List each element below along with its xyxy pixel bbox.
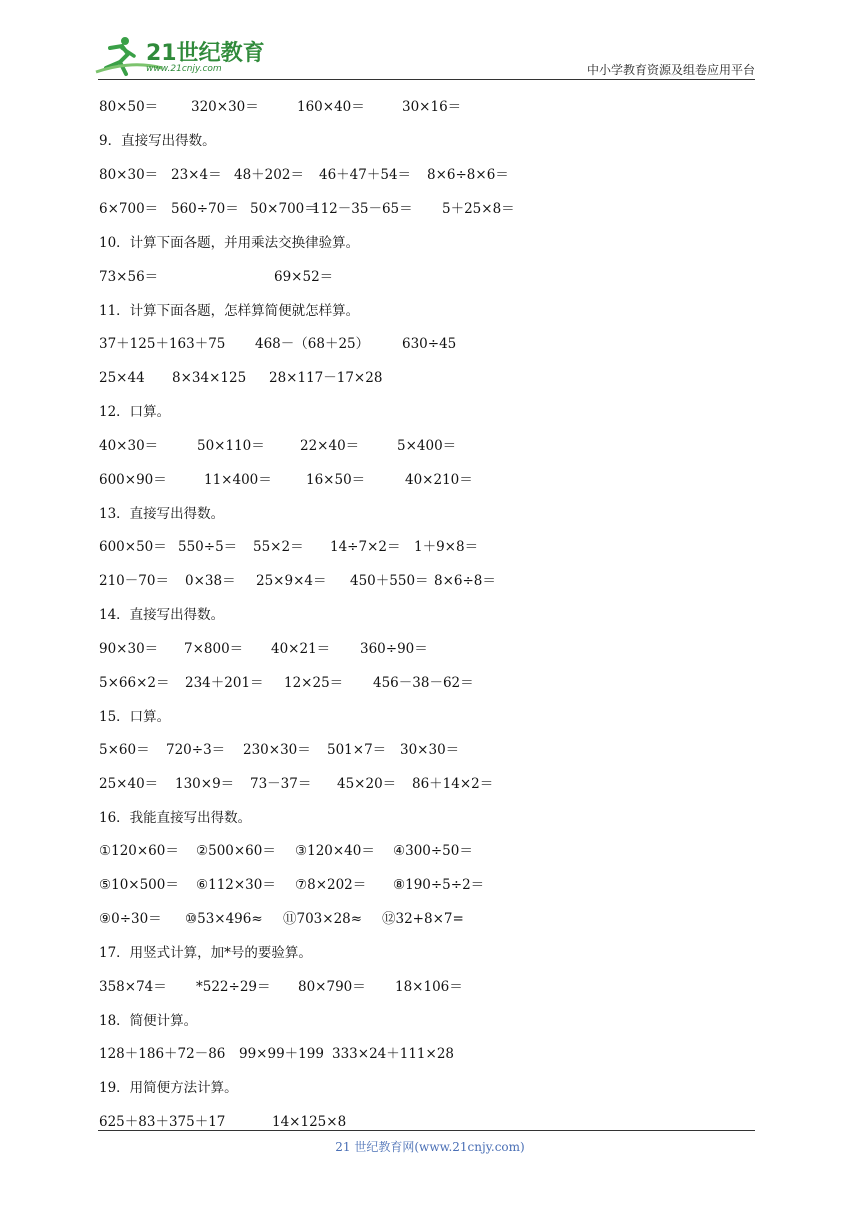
expression-item: 90×30＝	[99, 641, 159, 657]
expression-item: 468－（68＋25）	[255, 336, 370, 352]
expression-item: 46＋47＋54＝	[319, 167, 412, 183]
expression-item: 600×90＝	[99, 472, 167, 488]
expression-item: ⑪703×28≈	[283, 911, 363, 927]
expression-item: 128＋186＋72－86	[99, 1046, 226, 1062]
expression-item: 55×2＝	[253, 539, 304, 555]
expression-item: *522÷29＝	[196, 979, 271, 995]
logo-title: 21世纪教育	[146, 41, 265, 66]
expression-item: 48＋202＝	[234, 167, 304, 183]
expression-item: 86＋14×2＝	[412, 776, 494, 792]
logo-subtitle: www.21cnjy.com	[146, 64, 222, 74]
question-title-text: 17．用竖式计算，加*号的要验算。	[99, 945, 312, 961]
expression-item: 5×400＝	[397, 438, 457, 454]
expression-item: ⑨0÷30＝	[99, 911, 162, 927]
page-header	[0, 0, 860, 80]
expression-item: 210－70＝	[99, 573, 169, 589]
expression-item: 360÷90＝	[360, 641, 428, 657]
expression-item: ③120×40＝	[295, 843, 375, 859]
expression-item: 12×25＝	[284, 675, 344, 691]
question-title-text: 18．简便计算。	[99, 1013, 198, 1029]
expression-item: 28×117－17×28	[269, 370, 383, 386]
expression-item: ②500×60＝	[196, 843, 276, 859]
expression-item: 30×16＝	[402, 99, 462, 115]
expression-item: 0×38＝	[185, 573, 236, 589]
expression-item: 99×99＋199	[239, 1046, 324, 1062]
expression-item: 23×4＝	[171, 167, 222, 183]
expression-item: 6×700＝	[99, 201, 159, 217]
expression-item: 25×9×4＝	[256, 573, 327, 589]
expression-item: 160×40＝	[297, 99, 365, 115]
expression-item: ⑩53×496≈	[185, 911, 263, 927]
question-title-text: 9．直接写出得数。	[99, 133, 216, 149]
expression-item: 40×210＝	[405, 472, 473, 488]
expression-item: 5×60＝	[99, 742, 150, 758]
expression-item: 14×125×8	[272, 1114, 347, 1130]
expression-item: 600×50＝	[99, 539, 167, 555]
expression-item: 14÷7×2＝	[330, 539, 401, 555]
expression-item: 69×52＝	[274, 269, 334, 285]
expression-item: 320×30＝	[191, 99, 259, 115]
question-title-text: 12．口算。	[99, 404, 171, 420]
header-divider	[98, 79, 755, 80]
expression-item: 5＋25×8＝	[442, 201, 515, 217]
expression-item: 625＋83＋375＋17	[99, 1114, 226, 1130]
expression-item: ⑫32+8×7=	[382, 911, 464, 927]
expression-item: 234＋201＝	[185, 675, 264, 691]
expression-item: ⑤10×500＝	[99, 877, 179, 893]
footer-site-text: 21 世纪教育网(www.21cnjy.com)	[335, 1140, 525, 1154]
expression-item: 450＋550＝	[350, 573, 429, 589]
expression-item: 5×66×2＝	[99, 675, 170, 691]
expression-item: 18×106＝	[395, 979, 463, 995]
expression-item: 11×400＝	[204, 472, 272, 488]
expression-item: 230×30＝	[243, 742, 311, 758]
expression-item: 720÷3＝	[166, 742, 226, 758]
expression-item: 456－38－62＝	[373, 675, 474, 691]
expression-item: 50×700＝	[250, 201, 318, 217]
question-title-text: 14．直接写出得数。	[99, 607, 225, 623]
expression-item: 630÷45	[402, 336, 457, 352]
expression-item: 37＋125＋163＋75	[99, 336, 226, 352]
expression-item: 1＋9×8＝	[414, 539, 479, 555]
question-title-text: 11．计算下面各题，怎样算简便就怎样算。	[99, 303, 360, 319]
expression-item: 560÷70＝	[171, 201, 239, 217]
footer-divider	[98, 1130, 755, 1131]
expression-item: 30×30＝	[400, 742, 460, 758]
expression-item: 25×44	[99, 370, 145, 386]
expression-item: 40×21＝	[271, 641, 331, 657]
question-title-text: 15．口算。	[99, 709, 171, 725]
expression-item: ①120×60＝	[99, 843, 179, 859]
expression-item: 333×24＋111×28	[332, 1046, 455, 1062]
expression-item: 358×74＝	[99, 979, 167, 995]
expression-item: 112－35－65＝	[312, 201, 413, 217]
expression-item: 80×30＝	[99, 167, 159, 183]
expression-item: 8×34×125	[172, 370, 247, 386]
question-title-text: 19．用简便方法计算。	[99, 1080, 238, 1096]
question-title-text: 10．计算下面各题，并用乘法交换律验算。	[99, 235, 360, 251]
expression-item: 45×20＝	[337, 776, 397, 792]
expression-item: 73×56＝	[99, 269, 159, 285]
expression-item: 73－37＝	[250, 776, 312, 792]
expression-item: 80×790＝	[298, 979, 366, 995]
expression-item: 8×6÷8＝	[434, 573, 496, 589]
expression-item: 25×40＝	[99, 776, 159, 792]
expression-item: 8×6÷8×6＝	[427, 167, 509, 183]
header-platform-text: 中小学教育资源及组卷应用平台	[586, 63, 755, 77]
expression-item: 40×30＝	[99, 438, 159, 454]
expression-item: 80×50＝	[99, 99, 159, 115]
expression-item: ⑧190÷5÷2＝	[393, 877, 485, 893]
expression-item: ⑦8×202＝	[295, 877, 367, 893]
expression-item: 7×800＝	[184, 641, 244, 657]
expression-item: 16×50＝	[306, 472, 366, 488]
expression-item: 22×40＝	[300, 438, 360, 454]
expression-item: 501×7＝	[327, 742, 387, 758]
expression-item: 550÷5＝	[178, 539, 238, 555]
expression-item: ⑥112×30＝	[196, 877, 276, 893]
expression-item: 50×110＝	[197, 438, 265, 454]
expression-item: ④300÷50＝	[393, 843, 473, 859]
question-title-text: 16．我能直接写出得数。	[99, 810, 252, 826]
expression-item: 130×9＝	[175, 776, 235, 792]
question-title-text: 13．直接写出得数。	[99, 506, 225, 522]
